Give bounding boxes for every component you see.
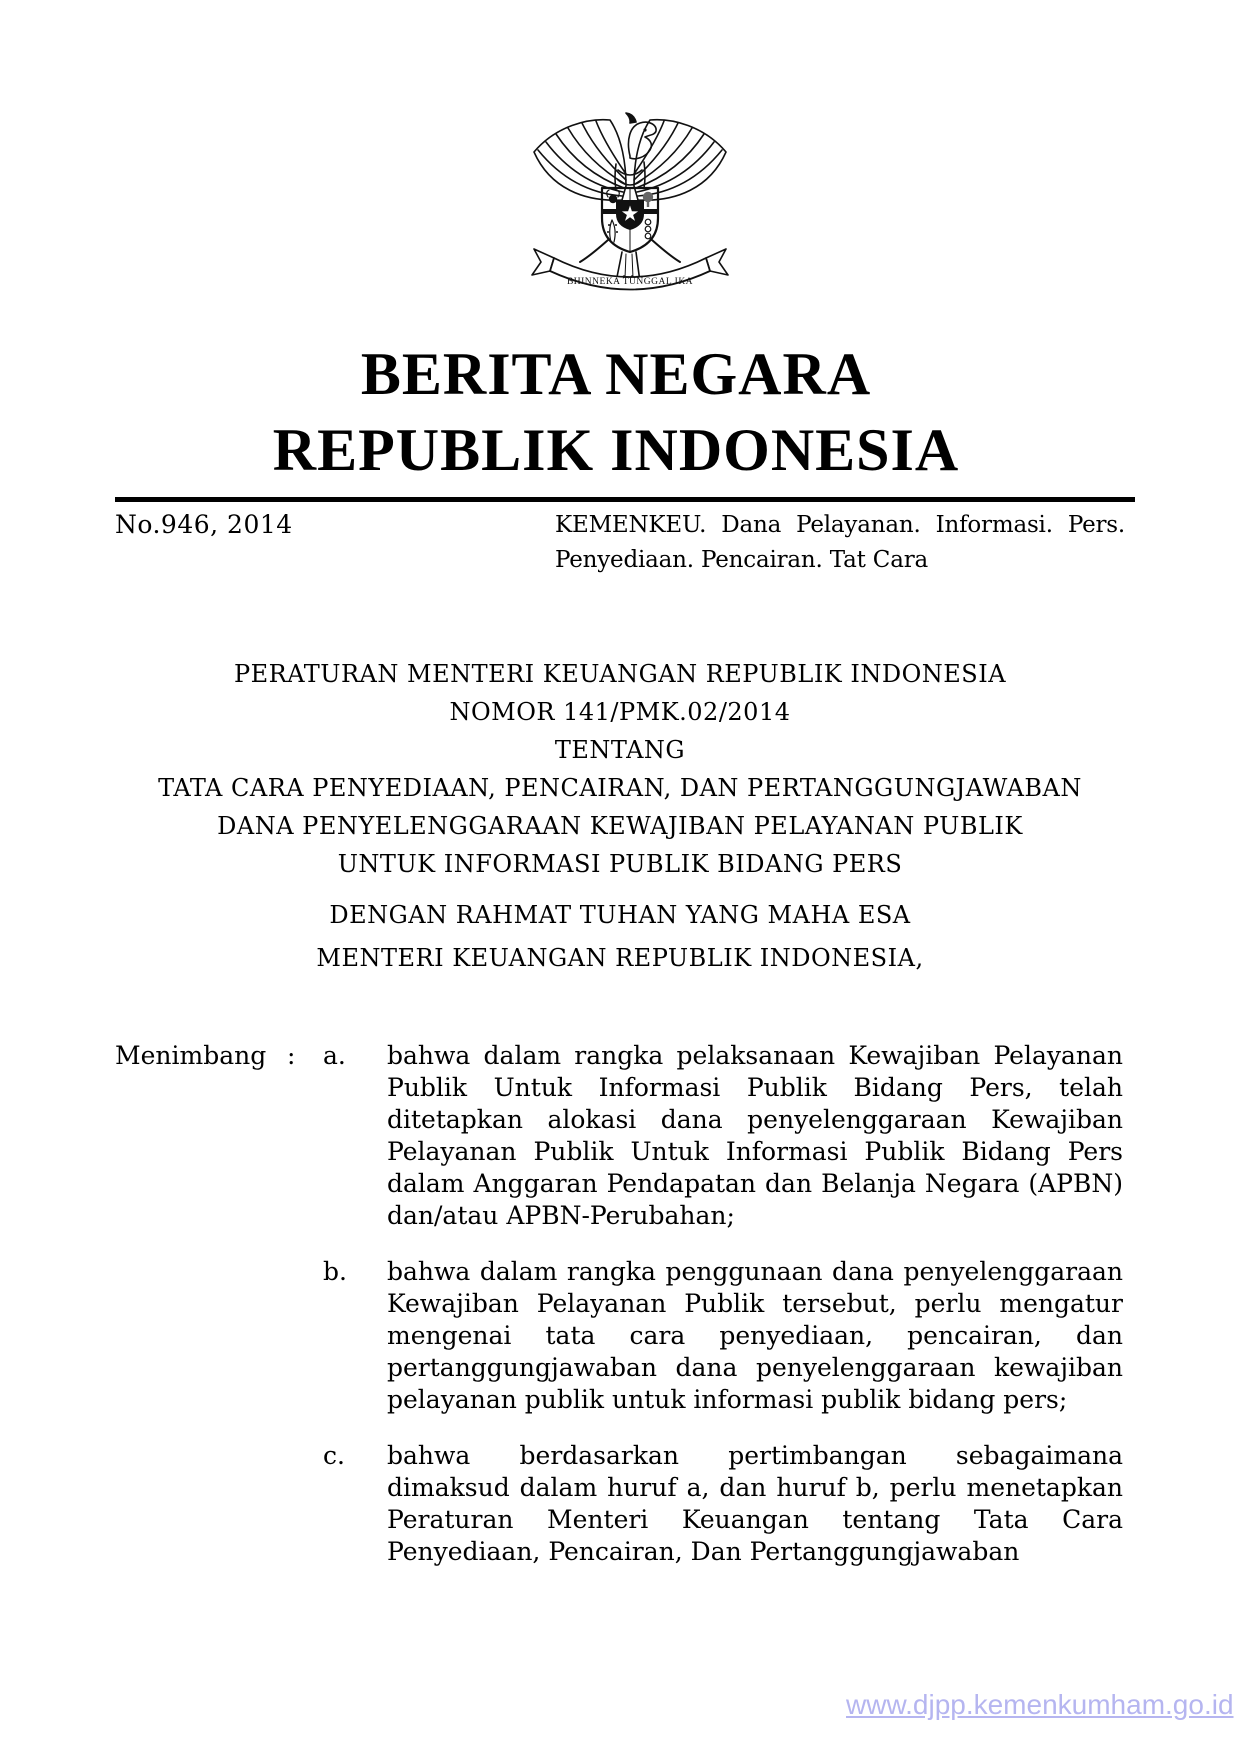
watermark-url-link[interactable]: www.djpp.kemenkumham.go.id [846, 1689, 1234, 1720]
subject-line1: KEMENKEU. Dana Pelayanan. Informasi. Pers. [555, 512, 1125, 538]
regulation-title-line: PERATURAN MENTERI KEUANGAN REPUBLIK INDONESIA [233, 660, 1007, 688]
regulation-subject-line: DANA PENYELENGGARAAN KEWAJIBAN PELAYANAN PUBLIK [217, 812, 1023, 840]
invocation-line: DENGAN RAHMAT TUHAN YANG MAHA ESA [329, 901, 911, 929]
considering-item-marker: b. [323, 1257, 347, 1286]
subject-abstract [555, 508, 1125, 578]
considering-item-text: bahwa dalam rangka penggunaan dana penyelenggaraan Kewajiban Pelayanan Publik tersebut, perlu mengatur mengenai tata cara penyediaan, pencairan, dan pertanggungjawaban dana penyelenggaraan kewajiban pelayanan publik untuk informasi publik bidang pers; [387, 1257, 1123, 1414]
considering-colon: : [287, 1041, 296, 1070]
considering-section [115, 1040, 1123, 1568]
authority-line: MENTERI KEUANGAN REPUBLIK INDONESIA, [316, 944, 924, 972]
issue-number: No.946, 2014 [115, 510, 293, 539]
considering-label: Menimbang [115, 1041, 267, 1070]
regulation-number-line: NOMOR 141/PMK.02/2014 [449, 698, 791, 726]
considering-item-marker: c. [323, 1441, 345, 1470]
garuda-pancasila-icon [528, 110, 732, 310]
gazette-title [0, 336, 1232, 488]
considering-item-text: bahwa dalam rangka pelaksanaan Kewajiban Pelayanan Publik Untuk Informasi Publik Bidang Pers, telah ditetapkan alokasi dana penyelenggaraan Kewajiban Pelayanan Publik Untuk Informasi Publik Bidang Pers dalam Anggaran Pendapatan dan Belanja Negara (APBN) dan/atau APBN-Perubahan; [387, 1041, 1123, 1230]
regulation-heading [115, 655, 1125, 883]
masthead-divider [115, 497, 1135, 502]
gazette-title-line2: REPUBLIK INDONESIA [272, 417, 960, 483]
regulation-tentang-line: TENTANG [554, 736, 686, 764]
emblem-ribbon-text: BHINNEKA TUNGGAL IKA [566, 277, 694, 287]
regulation-subject-line: TATA CARA PENYEDIAAN, PENCAIRAN, DAN PERTANGGUNGJAWABAN [158, 774, 1082, 802]
gazette-title-line1: BERITA NEGARA [360, 341, 872, 407]
subject-line2: Penyediaan. Pencairan. Tat Cara [555, 547, 929, 573]
considering-item-text: bahwa berdasarkan pertimbangan sebagaimana dimaksud dalam huruf a, dan huruf b, perlu menetapkan Peraturan Menteri Keuangan tentang Tata Cara Penyediaan, Pencairan, Dan Pertanggungjawaban [387, 1441, 1123, 1566]
emblem-ribbon [532, 249, 728, 290]
considering-item-marker: a. [323, 1041, 346, 1070]
regulation-subject-line: UNTUK INFORMASI PUBLIK BIDANG PERS [337, 850, 903, 878]
pancasila-shield [602, 188, 658, 252]
